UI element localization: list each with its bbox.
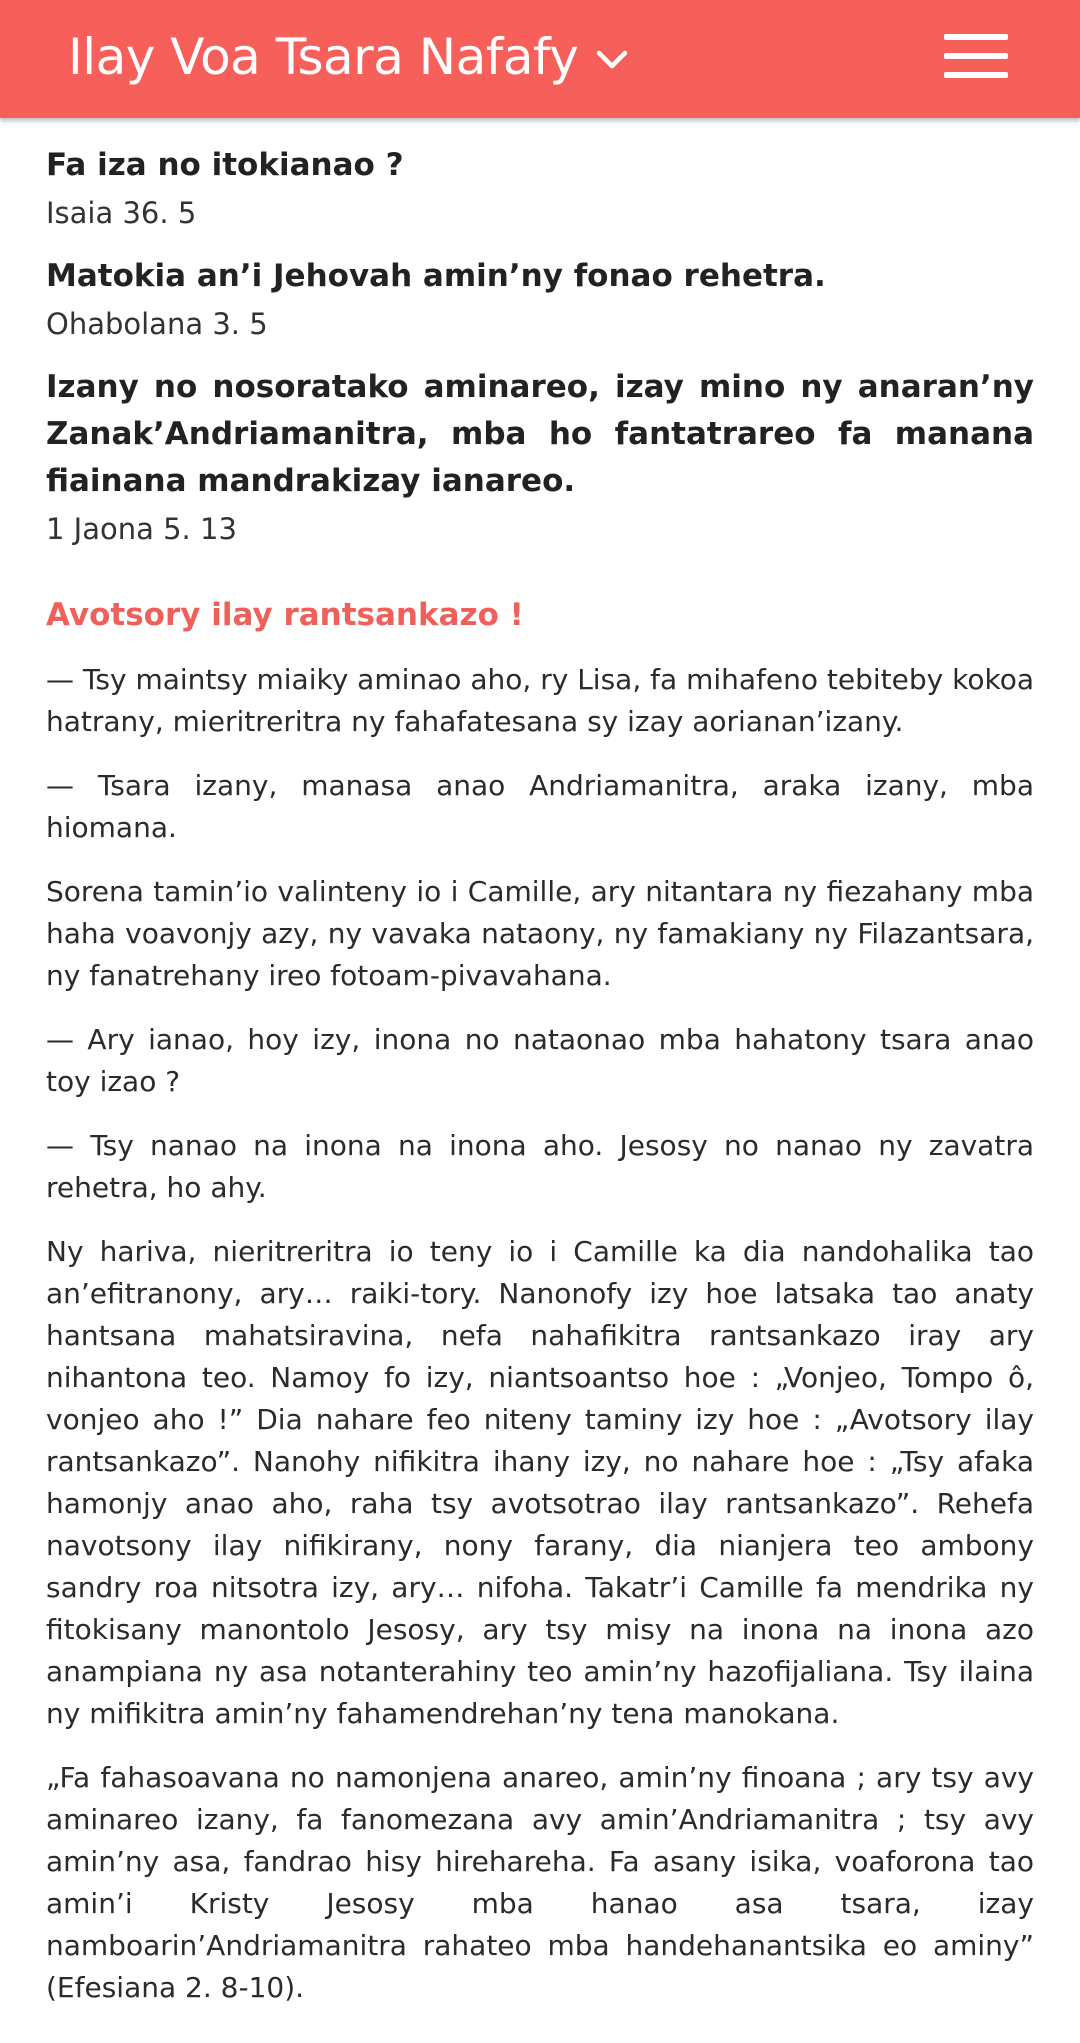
- article-paragraph: Ny hariva, nieritreritra io teny io i Camille ka dia nandohalika tao an’efitranony, ary… raiki-tory. Nanonofy izy hoe latsaka tao anaty hantsana mahatsiravina, nefa nahafikitra rantsankazo iray ary nihantona teo. Namoy fo izy, niantsoantso hoe : „Vonjeo, Tompo ô, vonjeo aho !” Dia nahare feo niteny taminy izy hoe : „Avotsory ilay rantsankazo”. Nanohy nifikitra ihany izy, no nahare hoe : „Tsy afaka hamonjy anao aho, raha tsy avotsotrao ilay rantsankazo”. Rehefa navotsony ilay nifikirany, nony farany, dia nianjera teo ambony sandry roa nitsotra izy, ary… nifoha. Takatr’i Camille fa mendrika ny fitokisany manontolo Jesosy, ary tsy misy na inona na inona azo anampiana ny asa notanterahiny teo amin’ny hazofijaliana. Tsy ilaina ny mifikitra amin’ny fahamendrehan’ny tena manokana.: [46, 1235, 1034, 1730]
- article-paragraph: — Tsy maintsy miaiky aminao aho, ry Lisa, fa mihafeno tebiteby kokoa hatrany, mieritreritra ny fahafatesana sy izay aorianan’izany.: [46, 663, 1034, 738]
- hamburger-menu-icon[interactable]: [944, 32, 1008, 82]
- verse-reference: 1 Jaona 5. 13: [46, 512, 237, 546]
- menu-line: [944, 34, 1008, 40]
- app-bar: [0, 0, 1080, 118]
- verse-reference: Isaia 36. 5: [46, 196, 197, 230]
- verse-block: [46, 142, 1034, 233]
- verse-text: Fa iza no itokianao ?: [46, 147, 404, 183]
- menu-line: [944, 53, 1008, 59]
- verse-reference: Ohabolana 3. 5: [46, 307, 268, 341]
- verse-block: [46, 364, 1034, 549]
- chevron-down-icon: [596, 50, 628, 70]
- title-dropdown[interactable]: [68, 22, 628, 92]
- article-paragraph: — Tsara izany, manasa anao Andriamanitra, araka izany, mba hiomana.: [46, 769, 1034, 844]
- reading-content: [46, 142, 1034, 2031]
- article-paragraph: „Fa fahasoavana no namonjena anareo, amin’ny finoana ; ary tsy avy aminareo izany, fa fanomezana avy amin’Andriamanitra ; tsy avy amin’ny asa, fandrao hisy hirehareha. Fa asany isika, voaforona tao amin’i Kristy Jesosy mba hanao asa tsara, izay namboarin’Andriamanitra rahateo mba handehanantsika eo aminy” (Efesiana 2. 8-10).: [46, 1761, 1034, 2004]
- article-paragraph: — Ary ianao, hoy izy, inona no nataonao mba hahatony tsara anao toy izao ?: [46, 1023, 1034, 1098]
- app-title: Ilay Voa Tsara Nafafy: [68, 28, 579, 86]
- verse-text: Izany no nosoratako aminareo, izay mino ny anaran’ny Zanak’Andriamanitra, mba ho fantatrareo fa manana fiainana mandrakizay ianareo.: [46, 369, 1034, 499]
- article-paragraph: — Tsy nanao na inona na inona aho. Jesosy no nanao ny zavatra rehetra, ho ahy.: [46, 1129, 1034, 1204]
- article-paragraph: Sorena tamin’io valinteny io i Camille, ary nitantara ny fiezahany mba haha voavonjy azy, ny vavaka nataony, ny famakiany ny Filazantsara, ny fanatrehany ireo fotoam-pivavahana.: [46, 875, 1034, 992]
- article-title: Avotsory ilay rantsankazo !: [46, 597, 524, 633]
- menu-line: [944, 72, 1008, 78]
- verse-block: [46, 253, 1034, 344]
- verse-text: Matokia an’i Jehovah amin’ny fonao rehetra.: [46, 258, 826, 294]
